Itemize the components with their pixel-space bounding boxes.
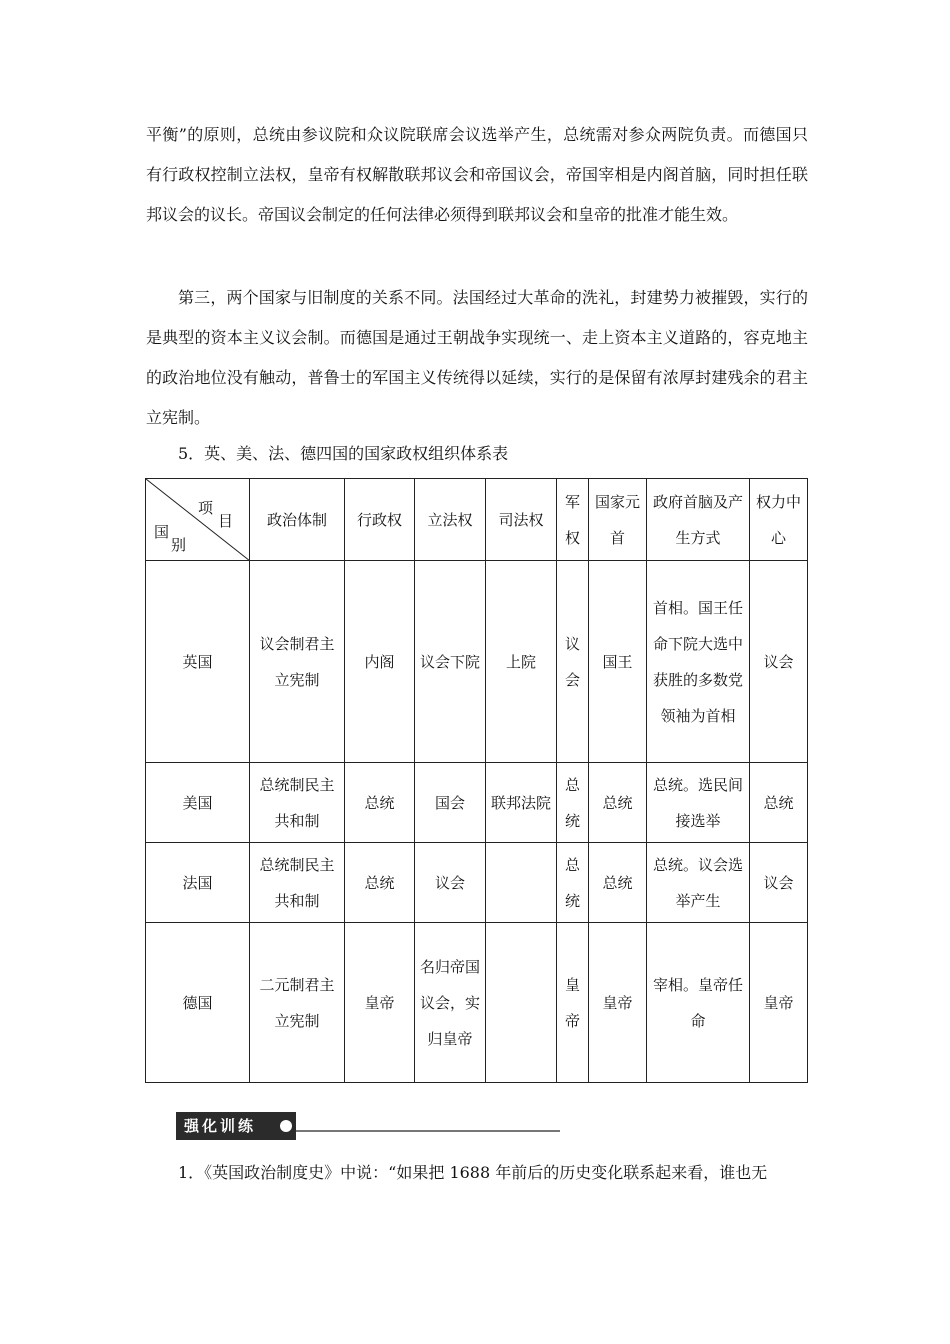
cell-head-of-gov: 宰相。皇帝任命 bbox=[647, 923, 750, 1083]
corner-label-mu: 目 bbox=[218, 512, 234, 530]
section-banner bbox=[176, 1112, 560, 1140]
table-header-row bbox=[146, 479, 808, 561]
section-banner-label: 强化训练 bbox=[176, 1112, 296, 1140]
cell-legislative: 名归帝国议会，实归皇帝 bbox=[415, 923, 486, 1083]
table-row bbox=[146, 561, 808, 763]
cell-system: 总统制民主共和制 bbox=[250, 763, 345, 843]
corner-label-bie: 别 bbox=[171, 536, 187, 554]
cell-head-of-state: 皇帝 bbox=[589, 923, 647, 1083]
paragraph-third-point: 第三，两个国家与旧制度的关系不同。法国经过大革命的洗礼，封建势力被摧毁，实行的是典型的资本主义议会制。而德国是通过王朝战争实现统一、走上资本主义道路的，容克地主的政治地位没有触动，普鲁士的军国主义传统得以延续，实行的是保留有浓厚封建残余的君主立宪制。 bbox=[146, 288, 808, 427]
cell-country: 法国 bbox=[146, 843, 250, 923]
header-military: 军权 bbox=[557, 479, 589, 561]
cell-military: 总统 bbox=[557, 763, 589, 843]
corner-label-guo: 国 bbox=[154, 523, 170, 541]
cell-head-of-gov: 总统。选民间接选举 bbox=[647, 763, 750, 843]
diagonal-line bbox=[146, 479, 250, 561]
cell-country: 美国 bbox=[146, 763, 250, 843]
header-power-center: 权力中心 bbox=[750, 479, 808, 561]
cell-system: 总统制民主共和制 bbox=[250, 843, 345, 923]
cell-power-center: 议会 bbox=[750, 561, 808, 763]
cell-executive: 皇帝 bbox=[345, 923, 415, 1083]
corner-label-xiang: 项 bbox=[198, 499, 214, 517]
cell-judicial bbox=[486, 923, 557, 1083]
cell-judicial: 联邦法院 bbox=[486, 763, 557, 843]
cell-system: 议会制君主立宪制 bbox=[250, 561, 345, 763]
header-executive: 行政权 bbox=[345, 479, 415, 561]
table-row bbox=[146, 923, 808, 1083]
cell-head-of-state: 总统 bbox=[589, 843, 647, 923]
cell-legislative: 议会 bbox=[415, 843, 486, 923]
table-caption: 5．英、美、法、德四国的国家政权组织体系表 bbox=[178, 444, 509, 463]
cell-legislative: 国会 bbox=[415, 763, 486, 843]
table-row bbox=[146, 843, 808, 923]
cell-military: 议会 bbox=[557, 561, 589, 763]
cell-head-of-state: 总统 bbox=[589, 763, 647, 843]
cell-executive: 总统 bbox=[345, 843, 415, 923]
cell-power-center: 议会 bbox=[750, 843, 808, 923]
question-1: 1．《英国政治制度史》中说：“如果把 1688 年前后的历史变化联系起来看，谁也无 bbox=[178, 1163, 768, 1182]
paragraph-continuation: 平衡”的原则，总统由参议院和众议院联席会议选举产生，总统需对参众两院负责。而德国只有行政权控制立法权，皇帝有权解散联邦议会和帝国议会，帝国宰相是内阁首脑，同时担任联邦议会的议长。帝国议会制定的任何法律必须得到联邦议会和皇帝的批准才能生效。 bbox=[146, 125, 808, 224]
cell-judicial bbox=[486, 843, 557, 923]
banner-rule bbox=[296, 1130, 560, 1132]
cell-country: 德国 bbox=[146, 923, 250, 1083]
cell-military: 皇帝 bbox=[557, 923, 589, 1083]
cell-power-center: 总统 bbox=[750, 763, 808, 843]
cell-legislative: 议会下院 bbox=[415, 561, 486, 763]
header-head-of-state: 国家元首 bbox=[589, 479, 647, 561]
header-head-of-gov: 政府首脑及产生方式 bbox=[647, 479, 750, 561]
government-system-table bbox=[145, 478, 808, 1083]
table-row bbox=[146, 763, 808, 843]
header-judicial: 司法权 bbox=[486, 479, 557, 561]
corner-header-cell bbox=[146, 479, 250, 561]
cell-judicial: 上院 bbox=[486, 561, 557, 763]
bullet-dot-icon bbox=[280, 1120, 292, 1132]
cell-head-of-state: 国王 bbox=[589, 561, 647, 763]
cell-power-center: 皇帝 bbox=[750, 923, 808, 1083]
header-legislative: 立法权 bbox=[415, 479, 486, 561]
cell-system: 二元制君主立宪制 bbox=[250, 923, 345, 1083]
header-system: 政治体制 bbox=[250, 479, 345, 561]
cell-military: 总统 bbox=[557, 843, 589, 923]
cell-head-of-gov: 总统。议会选举产生 bbox=[647, 843, 750, 923]
cell-head-of-gov: 首相。国王任命下院大选中获胜的多数党领袖为首相 bbox=[647, 561, 750, 763]
cell-executive: 内阁 bbox=[345, 561, 415, 763]
cell-executive: 总统 bbox=[345, 763, 415, 843]
cell-country: 英国 bbox=[146, 561, 250, 763]
